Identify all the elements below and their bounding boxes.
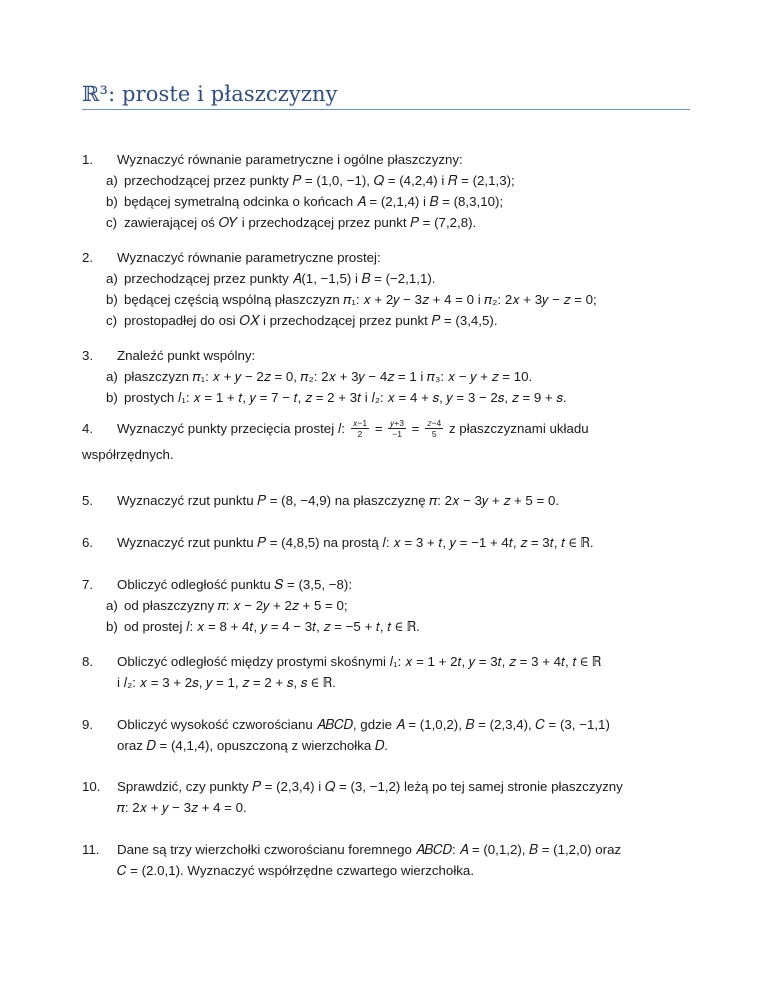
problem-text: Sprawdzić, czy punkty 𝑃 = (2,3,4) i 𝑄 = (3, −1,2) leżą po tej samej stronie płaszczyzny — [117, 779, 623, 794]
fraction-x — [351, 418, 369, 439]
equals-sign: = — [374, 421, 383, 436]
subproblem-text: prostopadłej do osi 𝑂𝑋 i przechodzącej przez punkt 𝑃 = (3,4,5). — [124, 313, 498, 328]
problem-number: 8. — [82, 654, 94, 669]
problem-8 — [82, 651, 702, 693]
subproblem-text: prostych 𝑙₁: 𝑥 = 1 + 𝑡, 𝑦 = 7 − 𝑡, 𝑧 = 2 + 3𝑡 i 𝑙₂: 𝑥 = 4 + 𝑠, 𝑦 = 3 − 2𝑠, 𝑧 = 9 + 𝑠. — [124, 390, 567, 405]
subproblem-label: b) — [106, 619, 118, 634]
subproblem-text: zawierającej oś 𝑂𝑌 i przechodzącej przez punkt 𝑃 = (7,2,8). — [124, 215, 477, 230]
problem-text: Wyznaczyć równanie parametryczne prostej: — [117, 250, 381, 265]
subproblem-text: będącej symetralną odcinka o końcach 𝐴 = (2,1,4) i 𝐵 = (8,3,10); — [124, 194, 504, 209]
subproblem-a — [106, 170, 702, 191]
subproblem-text: od płaszczyzny 𝜋: 𝑥 − 2𝑦 + 2𝑧 + 5 = 0; — [124, 598, 348, 613]
subproblem-label: b) — [106, 390, 118, 405]
problem-number: 11. — [82, 842, 100, 857]
problem-11 — [82, 839, 702, 881]
subproblem-label: b) — [106, 194, 118, 209]
subproblem-text: płaszczyzn 𝜋₁: 𝑥 + 𝑦 − 2𝑧 = 0, 𝜋₂: 2𝑥 + 3𝑦 − 4𝑧 = 1 i 𝜋₃: 𝑥 − 𝑦 + 𝑧 = 10. — [124, 369, 533, 384]
problem-1 — [82, 149, 702, 233]
problem-number: 9. — [82, 717, 94, 732]
subproblem-label: a) — [106, 598, 118, 613]
problem-10 — [82, 776, 702, 818]
fraction-z — [425, 418, 443, 439]
problem-7 — [82, 574, 702, 637]
problem-4 — [82, 418, 702, 465]
problem-number: 4. — [82, 421, 94, 436]
subproblem-c — [106, 212, 702, 233]
subproblem-label: a) — [106, 369, 118, 384]
problem-text-line2: oraz 𝐷 = (4,1,4), opuszczoną z wierzchołka 𝐷. — [117, 738, 388, 753]
subproblem-a — [106, 595, 702, 616]
equals-sign: = — [411, 421, 420, 436]
subproblem-c — [106, 310, 702, 331]
problem-text-after: z płaszczyznami układu — [448, 421, 589, 436]
problem-number: 1. — [82, 152, 94, 167]
problem-text: Znaleźć punkt wspólny: — [117, 348, 256, 363]
problem-text-line2: i 𝑙₂: 𝑥 = 3 + 2𝑠, 𝑦 = 1, 𝑧 = 2 + 𝑠, 𝑠 ∈ ℝ. — [117, 675, 336, 690]
subproblem-label: c) — [106, 313, 118, 328]
problem-number: 6. — [82, 535, 94, 550]
fraction-denominator: 5 — [431, 428, 437, 439]
problem-9 — [82, 714, 702, 756]
subproblem-text: przechodzącej przez punkty 𝐴(1, −1,5) i 𝐵 = (−2,1,1). — [124, 271, 436, 286]
fraction-y — [388, 418, 406, 439]
title-underline — [82, 109, 690, 110]
problem-text: Obliczyć odległość między prostymi skośnymi 𝑙₁: 𝑥 = 1 + 2𝑡, 𝑦 = 3𝑡, 𝑧 = 3 + 4𝑡, 𝑡 ∈ ℝ — [117, 654, 602, 669]
fraction-numerator: 𝑦+3 — [390, 417, 404, 428]
fraction-numerator: 𝑧−4 — [427, 417, 442, 428]
subproblem-label: c) — [106, 215, 118, 230]
problem-text: Wyznaczyć rzut punktu 𝑃 = (4,8,5) na prostą 𝑙: 𝑥 = 3 + 𝑡, 𝑦 = −1 + 4𝑡, 𝑧 = 3𝑡, 𝑡 ∈ ℝ. — [117, 535, 594, 550]
problem-text-line2: współrzędnych. — [82, 446, 174, 462]
problem-2 — [82, 247, 702, 331]
subproblem-label: b) — [106, 292, 118, 307]
subproblem-a — [106, 366, 702, 387]
subproblem-b — [106, 191, 702, 212]
problem-text: Wyznaczyć równanie parametryczne i ogólne płaszczyzny: — [117, 152, 463, 167]
problem-text: Obliczyć odległość punktu 𝑆 = (3,5, −8): — [117, 577, 353, 592]
fraction-denominator: 2 — [357, 428, 363, 439]
problem-3 — [82, 345, 702, 408]
fraction-denominator: −1 — [392, 428, 402, 439]
problem-number: 3. — [82, 348, 94, 363]
subproblem-text: będącej częścią wspólną płaszczyzn 𝜋₁: 𝑥 + 2𝑦 − 3𝑧 + 4 = 0 i 𝜋₂: 2𝑥 + 3𝑦 − 𝑧 = 0; — [124, 292, 597, 307]
problem-number: 5. — [82, 493, 94, 508]
problem-text-line2: 𝜋: 2𝑥 + 𝑦 − 3𝑧 + 4 = 0. — [117, 800, 247, 815]
page-title: ℝ³: proste i płaszczyzny — [82, 82, 338, 106]
problem-5 — [82, 490, 702, 511]
subproblem-b — [106, 616, 702, 637]
subproblem-a — [106, 268, 702, 289]
problem-text: Dane są trzy wierzchołki czworościanu foremnego 𝐴𝐵𝐶𝐷: 𝐴 = (0,1,2), 𝐵 = (1,2,0) oraz — [117, 842, 622, 857]
subproblem-b — [106, 289, 702, 310]
problem-text: Wyznaczyć rzut punktu 𝑃 = (8, −4,9) na płaszczyznę 𝜋: 2𝑥 − 3𝑦 + 𝑧 + 5 = 0. — [117, 493, 560, 508]
problem-number: 2. — [82, 250, 94, 265]
fraction-numerator: 𝑥−1 — [352, 417, 368, 428]
subproblem-text: przechodzącej przez punkty 𝑃 = (1,0, −1), 𝑄 = (4,2,4) i 𝑅 = (2,1,3); — [124, 173, 515, 188]
problem-text-line2: 𝐶 = (2.0,1). Wyznaczyć współrzędne czwartego wierzchołka. — [117, 863, 475, 878]
problem-number: 10. — [82, 779, 101, 794]
subproblem-b — [106, 387, 702, 408]
subproblem-text: od prostej 𝑙: 𝑥 = 8 + 4𝑡, 𝑦 = 4 − 3𝑡, 𝑧 = −5 + 𝑡, 𝑡 ∈ ℝ. — [124, 619, 420, 634]
problem-number: 7. — [82, 577, 94, 592]
subproblem-label: a) — [106, 173, 118, 188]
problem-6 — [82, 532, 702, 553]
subproblem-label: a) — [106, 271, 118, 286]
problem-text-before: Wyznaczyć punkty przecięcia prostej 𝑙: — [117, 421, 345, 436]
problem-text: Obliczyć wysokość czworościanu 𝐴𝐵𝐶𝐷, gdzie 𝐴 = (1,0,2), 𝐵 = (2,3,4), 𝐶 = (3, −1,1) — [117, 717, 610, 732]
problem-text-line1 — [117, 418, 702, 440]
